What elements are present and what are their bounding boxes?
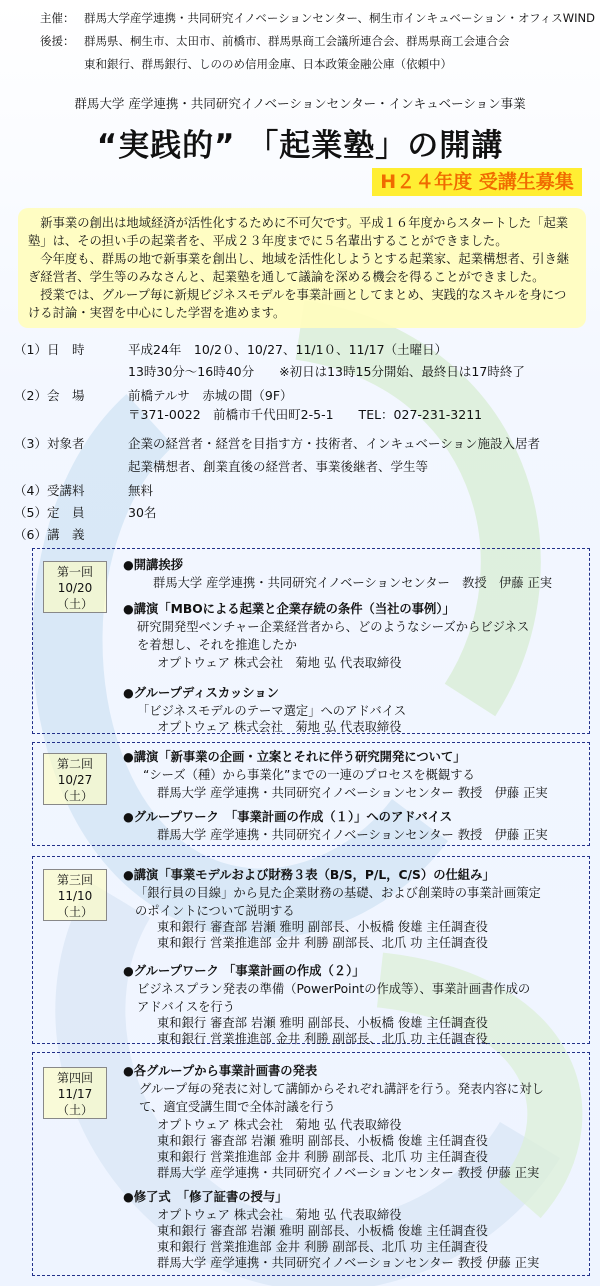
session-box-3 xyxy=(32,856,590,1044)
supporters-label: 後援： xyxy=(40,34,75,48)
session-speaker: 東和銀行 審査部 岩瀬 雅明 副部長、小板橋 俊雄 主任調査役 xyxy=(157,920,488,934)
venue-label: （2）会 場 xyxy=(14,388,85,403)
session-speaker: 東和銀行 営業推進部 金井 利勝 副部長、北爪 功 主任調査役 xyxy=(157,1240,488,1254)
session-heading: ●グループワーク 「事業計画の作成（２）」 xyxy=(123,964,365,978)
session-speaker: 東和銀行 営業推進部 金井 利勝 副部長、北爪 功 主任調査役 xyxy=(157,936,488,950)
session-heading: ●グループワーク 「事業計画の作成（１）」へのアドバイス xyxy=(123,810,453,824)
venue-line-2: 〒371-0022 前橋市千代田町2-5-1 TEL：027-231-3211 xyxy=(128,407,483,422)
session-text: を着想し、それを推進したか xyxy=(137,638,297,652)
session-speaker: 群馬大学 産学連携・共同研究イノベーションセンター 教授 伊藤 正実 xyxy=(157,1256,540,1270)
session-speaker: オプトウェア 株式会社 菊地 弘 代表取締役 xyxy=(157,1118,402,1132)
session-day: （土） xyxy=(56,905,93,919)
session-speaker: オプトウェア 株式会社 菊地 弘 代表取締役 xyxy=(157,656,402,670)
target-line-1: 企業の経営者・経営を目指す方・技術者、インキュベーション施設入居者 xyxy=(128,436,541,451)
organizer-label: 主催： xyxy=(40,11,75,25)
session-date-box xyxy=(43,869,107,921)
session-text: のポイントについて説明する xyxy=(135,904,295,918)
session-date-box xyxy=(43,1067,107,1119)
session-date-box xyxy=(43,753,107,805)
intro-paragraph: 授業では、グループ毎に新規ビジネスモデルを事業計画としてまとめ、実践的なスキルを身につける討論・実習を中心にした学習を進めます。 xyxy=(28,288,567,320)
fee-value: 無料 xyxy=(128,483,154,498)
session-date: 11/17 xyxy=(57,1087,93,1101)
capacity-label: （5）定 員 xyxy=(14,505,85,520)
session-heading: ●グループディスカッション xyxy=(123,686,279,700)
session-speaker: 群馬大学 産学連携・共同研究イノベーションセンター 教授 伊藤 正実 xyxy=(153,576,553,590)
session-heading: ●修了式 「修了証書の授与」 xyxy=(123,1190,288,1204)
date-line-2: 13時30分～16時40分 ※初日は13時15分開始、最終日は17時終了 xyxy=(128,364,525,379)
session-date-box xyxy=(43,561,107,613)
session-speaker: オプトウェア 株式会社 菊地 弘 代表取締役 xyxy=(157,720,402,734)
capacity-value: 30名 xyxy=(128,505,157,520)
session-day: （土） xyxy=(56,597,93,611)
session-speaker: 東和銀行 審査部 岩瀬 雅明 副部長、小板橋 俊雄 主任調査役 xyxy=(157,1224,488,1238)
session-speaker: 東和銀行 営業推進部 金井 利勝 副部長、北爪 功 主任調査役 xyxy=(157,1032,488,1046)
session-date: 10/20 xyxy=(57,581,93,595)
session-heading: ●講演「新事業の企画・立案とそれに伴う研究開発について」 xyxy=(123,750,466,764)
session-speaker: 群馬大学 産学連携・共同研究イノベーションセンター 教授 伊藤 正実 xyxy=(157,828,548,842)
session-speaker: 東和銀行 審査部 岩瀬 雅明 副部長、小板橋 俊雄 主任調査役 xyxy=(157,1016,488,1030)
organizer-line xyxy=(40,10,595,26)
session-number: 第二回 xyxy=(56,757,93,771)
venue-line-1: 前橋テルサ 赤城の間（9F） xyxy=(128,388,293,403)
session-speaker: 群馬大学 産学連携・共同研究イノベーションセンター 教授 伊藤 正実 xyxy=(157,1166,540,1180)
supporters-text-2: 東和銀行、群馬銀行、しののめ信用金庫、日本政策金融公庫（依頼中） xyxy=(84,57,452,71)
session-day: （土） xyxy=(56,1103,93,1117)
session-speaker: 東和銀行 審査部 岩瀬 雅明 副部長、小板橋 俊雄 主任調査役 xyxy=(157,1134,488,1148)
session-text: グループ毎の発表に対して講師からそれぞれ講評を行う。発表内容に対し xyxy=(139,1082,544,1096)
date-line-1: 平成24年 10/2０、10/27、11/1０、11/17（土曜日） xyxy=(128,342,448,357)
recruitment-badge: H２４年度 受講生募集 xyxy=(372,168,582,196)
target-line-2: 起業構想者、創業直後の経営者、事業後継者、学生等 xyxy=(128,459,429,474)
intro-paragraph: 今年度も、群馬の地で新事業を創出し、地域を活性化しようとする起業家、起業構想者、引き継ぎ経営者、学生等のみなさんと、起業塾を通して議論を深める機会を得ることができました。 xyxy=(28,252,570,284)
session-date: 11/10 xyxy=(57,889,93,903)
session-heading: ●講演「MBOによる起業と企業存続の条件（当社の事例）」 xyxy=(123,602,455,616)
session-speaker: 群馬大学 産学連携・共同研究イノベーションセンター 教授 伊藤 正実 xyxy=(157,786,548,800)
page-title: “実践的” 「起業塾」の開講 xyxy=(96,128,504,164)
session-text: て、適宜受講生間で全体討議を行う xyxy=(139,1100,336,1114)
session-text: 「銀行員の目線」から見た企業財務の基礎、および創業時の事業計画策定 xyxy=(135,886,541,900)
lectures-label: （6）講 義 xyxy=(14,527,85,542)
supporters-text-1: 群馬県、桐生市、太田市、前橋市、群馬県商工会議所連合会、群馬県商工会連合会 xyxy=(84,34,510,48)
session-box-4 xyxy=(32,1052,590,1276)
session-day: （土） xyxy=(56,789,93,803)
session-speaker: 東和銀行 営業推進部 金井 利勝 副部長、北爪 功 主任調査役 xyxy=(157,1150,488,1164)
session-text: ビジネスプラン発表の準備（PowerPointの作成等）、事業計画書作成の xyxy=(137,982,531,996)
session-heading: ●開講挨拶 xyxy=(123,558,183,572)
session-heading: ●各グループから事業計画書の発表 xyxy=(123,1064,318,1078)
target-label: （3）対象者 xyxy=(14,436,85,451)
fee-label: （4）受講料 xyxy=(14,483,85,498)
intro-paragraph: 新事業の創出は地域経済が活性化するために不可欠です。平成１６年度からスタートした「起業塾」は、その担い手の起業者を、平成２３年度までに５名輩出することができました。 xyxy=(28,216,569,248)
session-number: 第四回 xyxy=(56,1071,93,1085)
organizer-text: 群馬大学産学連携・共同研究イノベーションセンター、桐生市インキュベーション・オフィスWIND xyxy=(84,11,595,25)
session-number: 第一回 xyxy=(56,565,93,579)
session-date: 10/27 xyxy=(57,773,93,787)
session-number: 第三回 xyxy=(56,873,93,887)
session-box-1 xyxy=(32,548,590,734)
intro-box xyxy=(18,208,586,328)
session-text: “シーズ（種）から事業化”までの一連のプロセスを概観する xyxy=(143,768,475,782)
event-subtitle: 群馬大学 産学連携・共同研究イノベーションセンター・インキュベーション事業 xyxy=(74,96,526,111)
session-text: 「ビジネスモデルのテーマ選定」へのアドバイス xyxy=(137,704,407,718)
session-heading: ●講演「事業モデルおよび財務３表（B/S，P/L，C/S）の仕組み」 xyxy=(123,868,495,882)
session-text: アドバイスを行う xyxy=(137,1000,236,1014)
session-text: 研究開発型ベンチャー企業経営者から、どのようなシーズからビジネス xyxy=(137,620,530,634)
session-speaker: オプトウェア 株式会社 菊地 弘 代表取締役 xyxy=(157,1208,402,1222)
session-box-2 xyxy=(32,742,590,846)
supporters-line-1 xyxy=(40,33,510,49)
date-label: （1）日 時 xyxy=(14,342,85,357)
